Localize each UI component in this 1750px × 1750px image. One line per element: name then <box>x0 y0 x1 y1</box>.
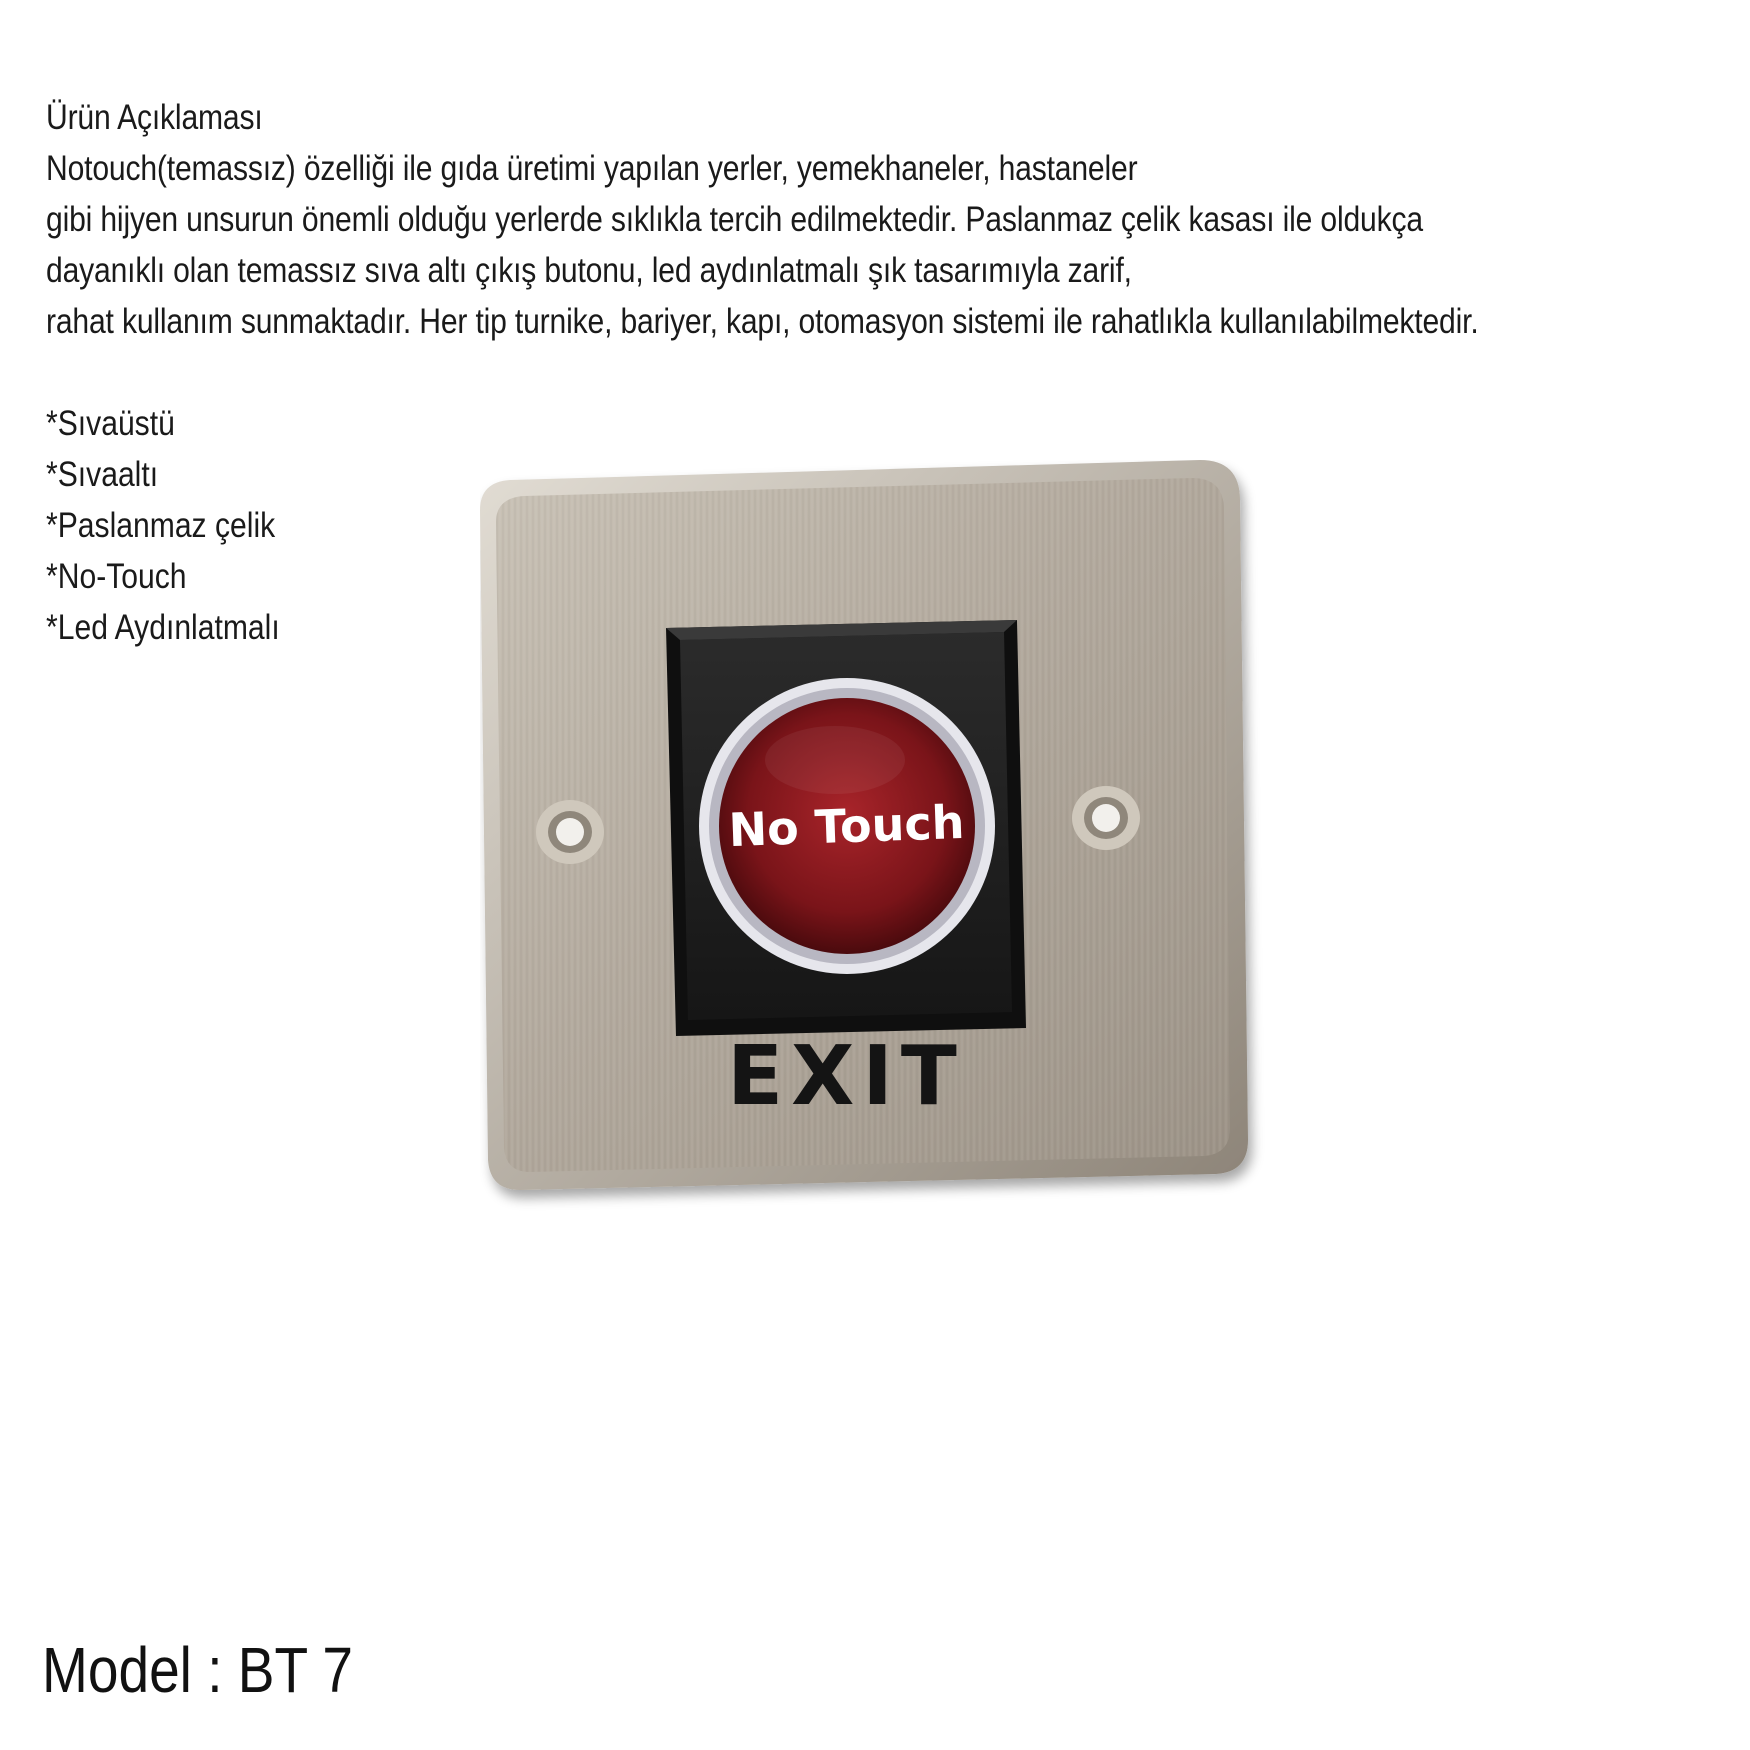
feature-list <box>46 398 318 653</box>
feature-item: *Led Aydınlatmalı <box>46 608 280 647</box>
exit-label: EXIT <box>727 1029 965 1124</box>
model-name: Model : BT 7 <box>42 1634 354 1706</box>
description-line-1: Notouch(temassız) özelliği ile gıda üretimi yapılan yerler, yemekhaneler, hastaneler <box>46 149 1138 188</box>
screw-hole-icon <box>536 800 604 864</box>
feature-item: *No-Touch <box>46 557 187 596</box>
feature-item: *Paslanmaz çelik <box>46 506 276 545</box>
exit-button-product-image <box>480 460 1310 1290</box>
button-label: No Touch <box>727 794 966 858</box>
description-line-2: gibi hijyen unsurun önemli olduğu yerlerde sıklıkla tercih edilmektedir. Paslanmaz çelik kasası ile oldukça <box>46 200 1423 239</box>
description-line-3: dayanıklı olan temassız sıva altı çıkış butonu, led aydınlatmalı şık tasarımıyla zarif, <box>46 251 1132 290</box>
description-heading: Ürün Açıklaması <box>46 98 263 137</box>
product-description <box>46 92 1736 347</box>
screw-hole-icon <box>1072 786 1140 850</box>
description-line-4: rahat kullanım sunmaktadır. Her tip turnike, bariyer, kapı, otomasyon sistemi ile rahatlıkla kullanılabilmektedir. <box>46 302 1479 341</box>
feature-item: *Sıvaüstü <box>46 404 175 443</box>
feature-item: *Sıvaaltı <box>46 455 159 494</box>
no-touch-sensor-button <box>699 678 995 974</box>
product-illustration <box>480 460 1310 1290</box>
